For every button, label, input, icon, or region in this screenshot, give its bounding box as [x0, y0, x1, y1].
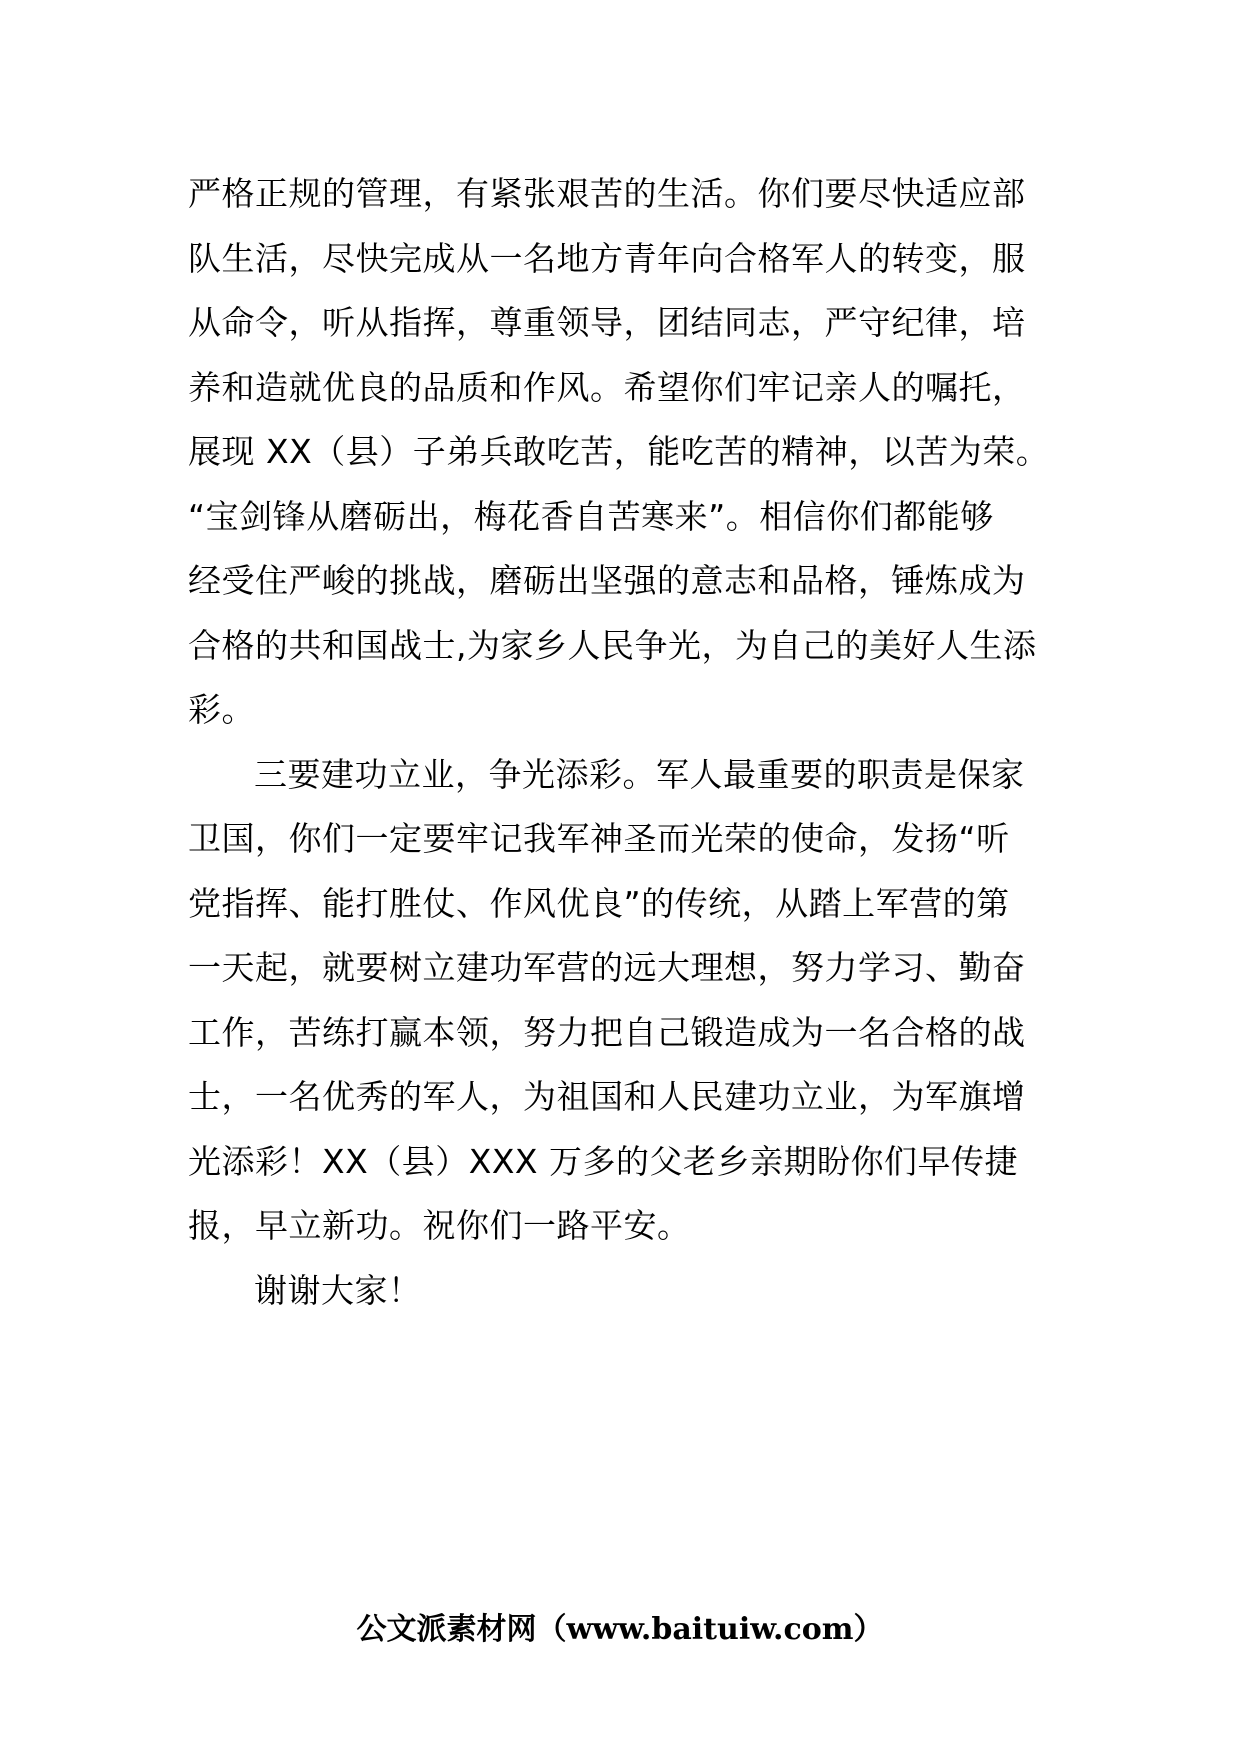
- text-line-9: 彩。: [188, 690, 255, 729]
- text-line-10: 三要建功立业，争光添彩。军人最重要的职责是保家: [254, 754, 1025, 794]
- text-line-4: 养和造就优良的品质和作风。希望你们牢记亲人的嘱托，: [188, 367, 1026, 407]
- text-line-16: 光添彩！XX（县）XXX 万多的父老乡亲期盼你们早传捷: [188, 1141, 1019, 1181]
- text-line-6: “宝剑锋从磨砺出，梅花香自苦寒来”。相信你们都能够: [188, 496, 994, 536]
- text-line-13: 一天起，就要树立建功军营的远大理想，努力学习、勤奋: [188, 948, 1026, 987]
- text-line-2: 队生活，尽快完成从一名地方青年向合格军人的转变，服: [188, 238, 1026, 278]
- text-line-8: 合格的共和国战士,为家乡人民争光，为自己的美好人生添: [188, 625, 1037, 665]
- text-line-7: 经受住严峻的挑战，磨砺出坚强的意志和品格，锤炼成为: [188, 561, 1026, 600]
- text-line-14: 工作，苦练打赢本领，努力把自己锻造成为一名合格的战: [188, 1012, 1026, 1052]
- text-line-17: 报，早立新功。祝你们一路平安。: [188, 1206, 691, 1245]
- text-line-11: 卫国，你们一定要牢记我军神圣而光荣的使命，发扬“听: [188, 819, 1010, 858]
- text-line-1: 严格正规的管理，有紧张艰苦的生活。你们要尽快适应部: [188, 174, 1026, 213]
- text-line-5: 展现 XX（县）子弟兵敢吃苦，能吃苦的精神，以苦为荣。: [188, 432, 1050, 471]
- footer-watermark: 公文派素材网（www.baituiw.com）: [356, 1612, 884, 1647]
- text-line-15: 士，一名优秀的军人，为祖国和人民建功立业，为军旗增: [188, 1077, 1026, 1116]
- text-line-18: 谢谢大家！: [254, 1270, 422, 1310]
- text-line-12: 党指挥、能打胜仗、作风优良”的传统，从踏上军营的第: [188, 883, 1010, 923]
- text-line-3: 从命令，听从指挥，尊重领导，团结同志，严守纪律，培: [188, 303, 1026, 342]
- body-text: [188, 162, 1058, 1323]
